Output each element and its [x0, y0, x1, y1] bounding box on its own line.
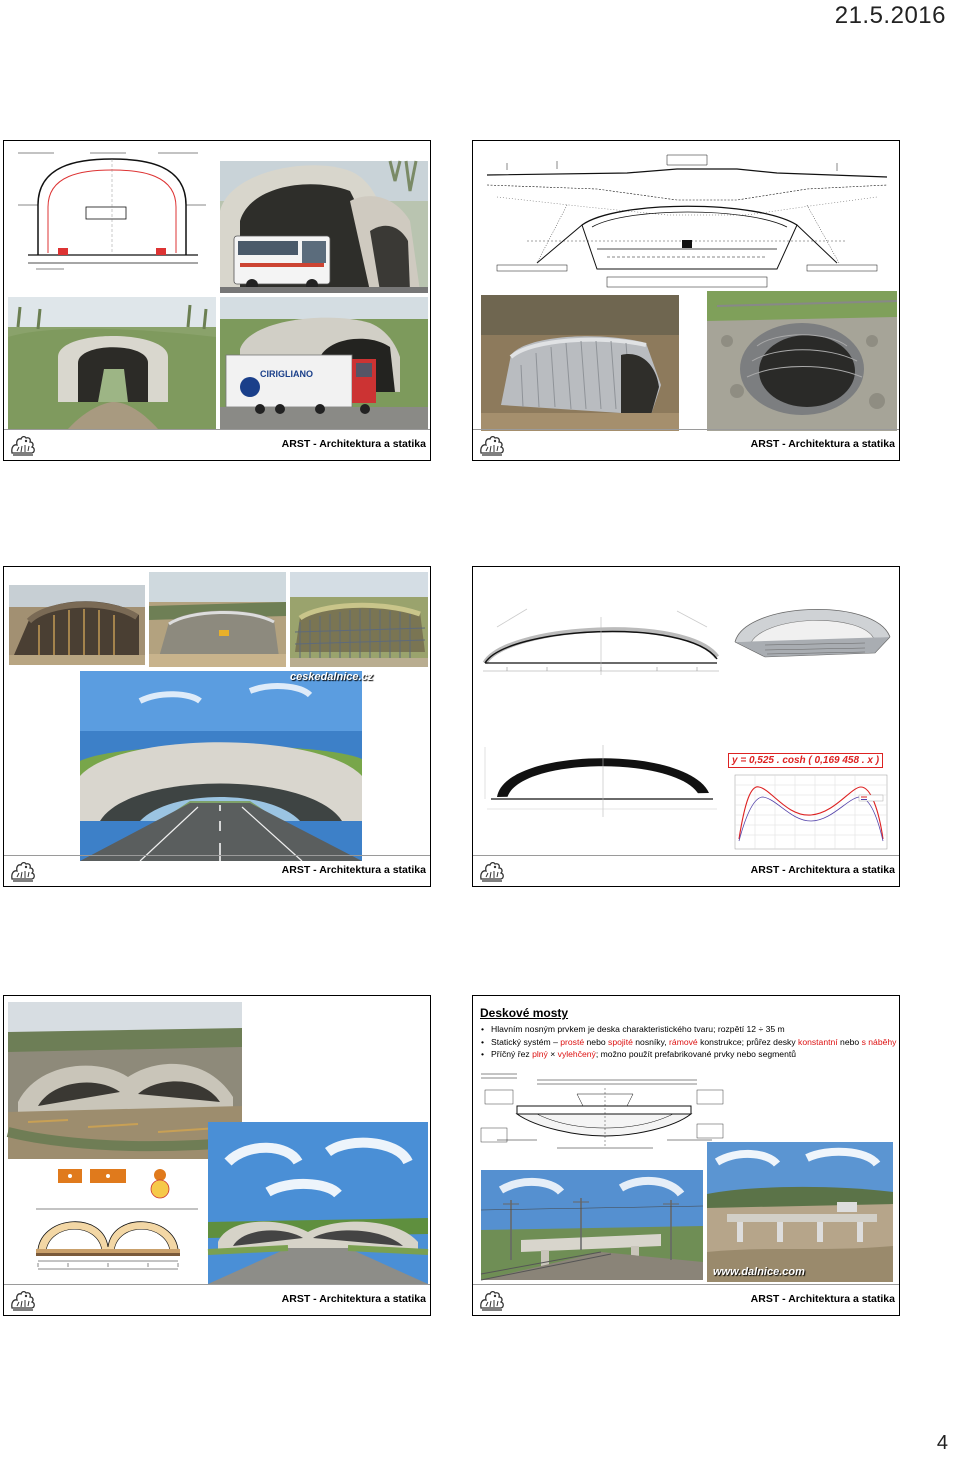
- footer-text: ARST - Architektura a statika: [750, 438, 895, 450]
- bus-in-tunnel-photo: [220, 161, 428, 293]
- arch-geometry-drawing-bottom: [477, 737, 725, 819]
- double-arch-section-drawing: [8, 1159, 208, 1283]
- bullet-text: Statický systém –: [491, 1036, 561, 1047]
- slide-5: [3, 995, 431, 1316]
- footer-text: ARST - Architektura a statika: [750, 1293, 895, 1305]
- corrugated-pipe-culvert-photo: [707, 291, 897, 431]
- lion-logo-icon: [477, 433, 507, 457]
- animal-underpass-photo: [8, 297, 216, 429]
- highlighted-term: s náběhy: [861, 1036, 897, 1047]
- bridge-overpass-cross-section-drawing: [477, 145, 897, 291]
- bullet-text: nosníky,: [632, 1036, 670, 1047]
- slide-title: Deskové mosty: [480, 1006, 569, 1020]
- catenary-comparison-chart: [729, 771, 895, 859]
- bullet-item: [480, 1036, 896, 1049]
- slide-footer: [473, 855, 899, 886]
- lion-logo-icon: [477, 859, 507, 883]
- double-arch-construction-photo: [8, 1002, 242, 1159]
- svg-text:CIRIGLIANO: CIRIGLIANO: [260, 369, 313, 379]
- bullet-item: [480, 1048, 896, 1061]
- bullet-text: Hlavním nosným prvkem je deska charakteristického tvaru; rozpětí 12 ÷ 35 m: [491, 1024, 785, 1034]
- highlighted-term: prosté: [560, 1036, 585, 1047]
- double-arch-highway-photo: [208, 1122, 428, 1284]
- railway-bridge-photo: [481, 1170, 703, 1280]
- slab-bridge-cross-section-drawing: [477, 1068, 727, 1160]
- arch-geometry-drawing-top: [477, 597, 725, 677]
- lion-logo-icon: [8, 859, 38, 883]
- footer-text: ARST - Architektura a statika: [281, 1293, 426, 1305]
- watermark-text: www.dalnice.com: [713, 1266, 805, 1278]
- highlighted-term: rámové: [669, 1036, 698, 1047]
- lion-logo-icon: [477, 1288, 507, 1312]
- bullet-text: ×: [547, 1049, 558, 1059]
- footer-text: ARST - Architektura a statika: [750, 864, 895, 876]
- highlighted-term: spojité: [608, 1036, 633, 1047]
- lion-logo-icon: [8, 1288, 38, 1312]
- footer-text: ARST - Architektura a statika: [281, 438, 426, 450]
- arch-earthworks-photo: [149, 572, 286, 667]
- slide-1: [3, 140, 431, 461]
- arch-overpass-highway-photo: [80, 671, 374, 861]
- slide-footer: [473, 1284, 899, 1315]
- slab-bridge-construction-photo: [707, 1142, 893, 1282]
- arch-formwork-photo: [9, 585, 145, 665]
- arch-scaffolding-photo: [290, 572, 428, 667]
- highlighted-term: vylehčený: [557, 1049, 596, 1059]
- tunnel-cross-section-drawing: [8, 145, 216, 293]
- slide-footer: [4, 429, 430, 460]
- page-date: 21.5.2016: [834, 2, 946, 29]
- bullet-text: Příčný řez: [491, 1049, 533, 1059]
- highlighted-term: konstantní: [798, 1036, 838, 1047]
- slide-3: [3, 566, 431, 887]
- slide-footer: [4, 1284, 430, 1315]
- catenary-formula: y = 0,525 . cosh ( 0,169 458 . x ): [728, 753, 883, 768]
- bullet-item: [480, 1023, 896, 1036]
- corrugated-steel-arch-construction-photo: [481, 295, 679, 431]
- truck-under-arch-photo: [220, 297, 428, 429]
- bullet-text: nebo: [584, 1036, 609, 1047]
- slide-6: [472, 995, 900, 1316]
- slide-footer: [4, 855, 430, 886]
- lion-logo-icon: [8, 433, 38, 457]
- slide-2: [472, 140, 900, 461]
- bullet-text: konstrukce; průřez desky: [697, 1036, 799, 1047]
- page-number: 4: [936, 1432, 948, 1454]
- arch-3d-model-drawing: [725, 587, 897, 665]
- highlighted-term: plný: [532, 1049, 548, 1059]
- bullet-text: ; možno použít prefabrikované prvky nebo segmentů: [595, 1049, 797, 1059]
- slide-footer: [473, 429, 899, 460]
- bullet-text: nebo: [837, 1036, 862, 1047]
- footer-text: ARST - Architektura a statika: [281, 864, 426, 876]
- slide-4: [472, 566, 900, 887]
- bullet-list: [480, 1023, 896, 1061]
- watermark-text: ceskedalnice.cz: [290, 671, 374, 683]
